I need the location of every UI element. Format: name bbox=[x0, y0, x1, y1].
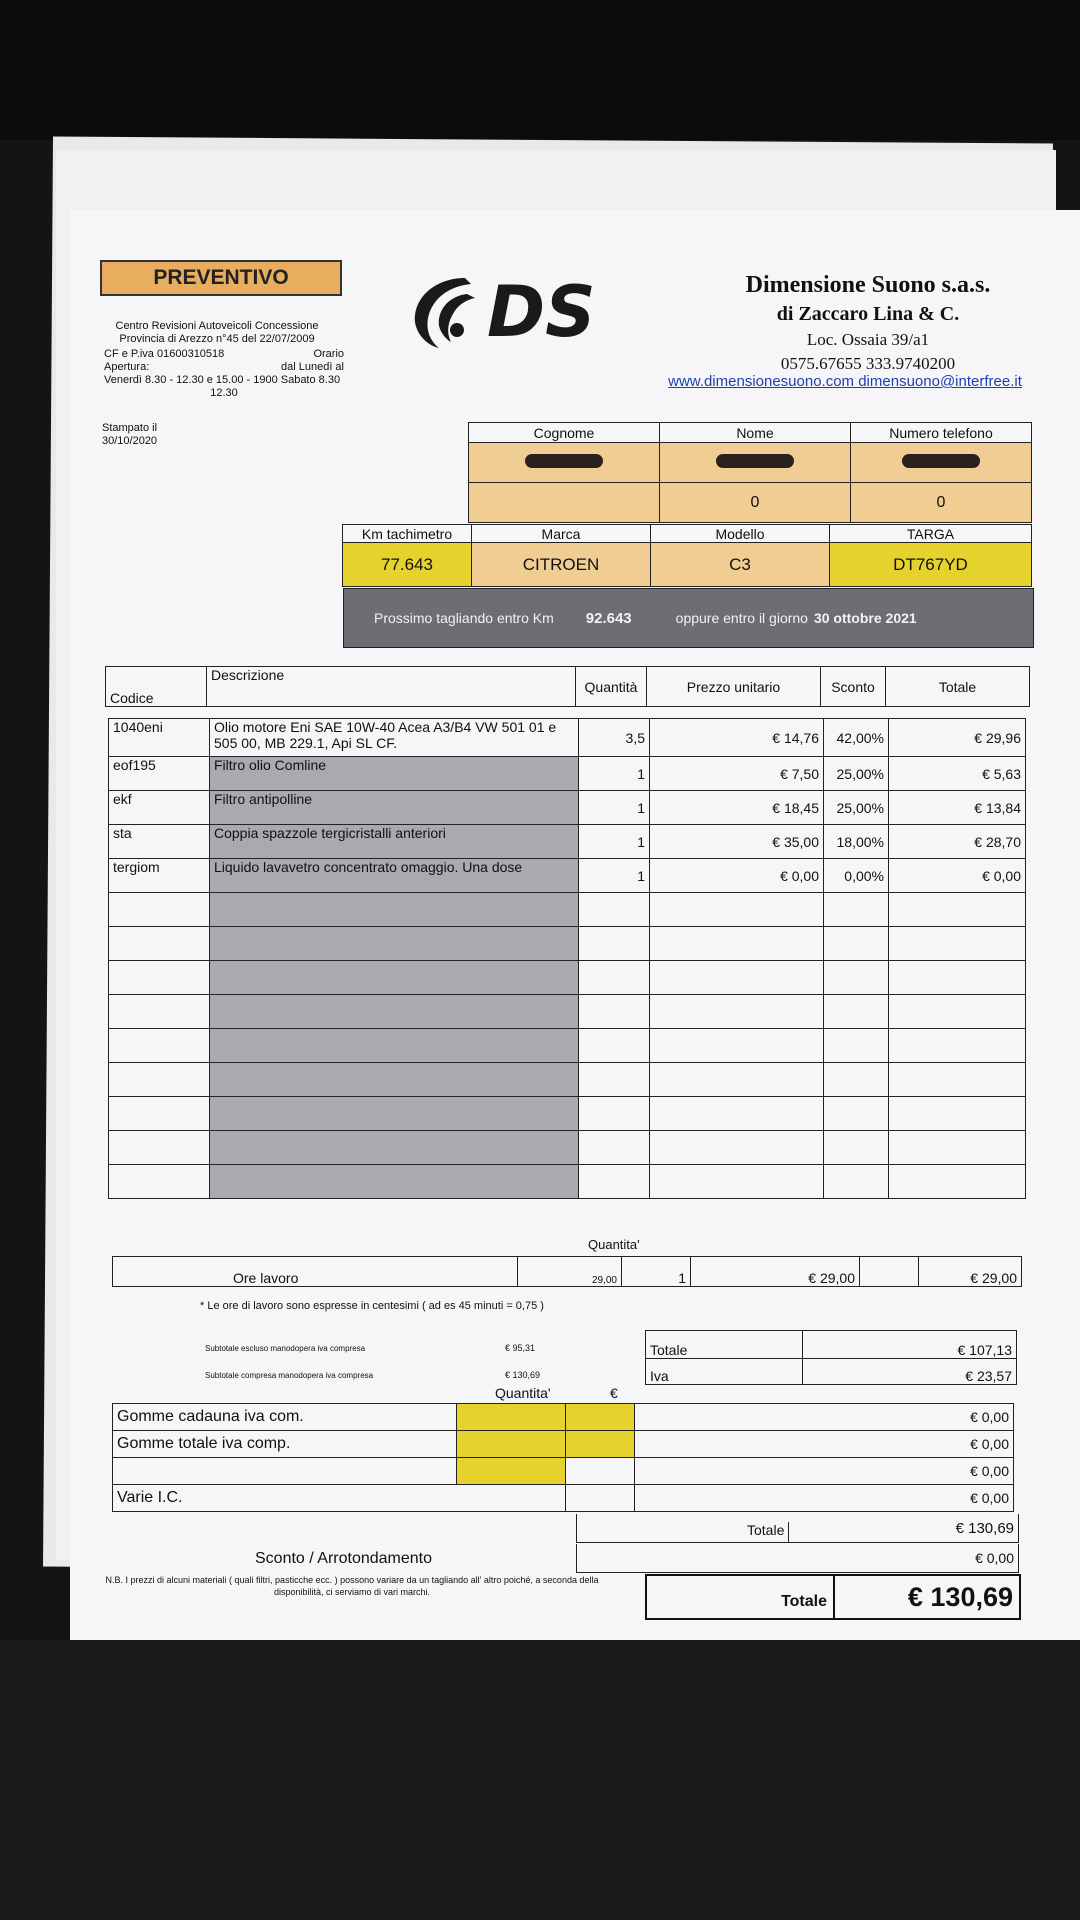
hours-label: Orario bbox=[313, 348, 344, 360]
item-description bbox=[210, 1165, 579, 1199]
item-description bbox=[210, 1063, 579, 1097]
item-quantity: 1 bbox=[579, 859, 650, 893]
empty-row bbox=[109, 961, 1026, 995]
redaction bbox=[902, 454, 980, 468]
header-quantita: Quantità bbox=[576, 667, 647, 707]
item-unit-price: € 18,45 bbox=[650, 791, 824, 825]
item-quantity bbox=[579, 1097, 650, 1131]
item-unit-price bbox=[650, 961, 824, 995]
item-total bbox=[889, 1029, 1026, 1063]
printed-date: 30/10/2020 bbox=[102, 435, 158, 447]
item-discount: 18,00% bbox=[824, 825, 889, 859]
item-unit-price bbox=[650, 1131, 824, 1165]
item-code: 1040eni bbox=[109, 719, 210, 757]
empty-row bbox=[109, 927, 1026, 961]
item-discount bbox=[824, 1097, 889, 1131]
item-code bbox=[109, 961, 210, 995]
iva-value: € 23,57 bbox=[802, 1359, 1016, 1385]
grand-total-label: Totale bbox=[647, 1576, 835, 1618]
item-code bbox=[109, 927, 210, 961]
table-row bbox=[109, 825, 1026, 859]
opening-times: Venerdì 8.30 - 12.30 e 15.00 - 1900 Sabato 8.30 bbox=[104, 374, 341, 386]
item-quantity: 1 bbox=[579, 791, 650, 825]
header-codice: Codice bbox=[106, 667, 207, 707]
item-unit-price: € 7,50 bbox=[650, 757, 824, 791]
gomme-totale-label: Gomme totale iva comp. bbox=[113, 1431, 457, 1458]
table-row bbox=[109, 719, 1026, 757]
next-service-band bbox=[343, 588, 1034, 648]
next-service-km: 92.643 bbox=[585, 609, 632, 627]
item-total: € 5,63 bbox=[889, 757, 1026, 791]
header-sconto: Sconto bbox=[821, 667, 886, 707]
redaction bbox=[716, 454, 794, 468]
nome-redacted bbox=[660, 443, 851, 483]
labor-price: € 29,00 bbox=[691, 1257, 860, 1287]
extra-blank-qty bbox=[457, 1458, 566, 1485]
item-total bbox=[889, 1131, 1026, 1165]
item-total bbox=[889, 1097, 1026, 1131]
item-code bbox=[109, 995, 210, 1029]
extra-blank-eur bbox=[566, 1458, 635, 1485]
background-top bbox=[0, 0, 1080, 140]
item-code bbox=[109, 1165, 210, 1199]
totale-label: Totale bbox=[646, 1331, 803, 1359]
item-quantity bbox=[579, 961, 650, 995]
item-code: sta bbox=[109, 825, 210, 859]
opening-times-end: 12.30 bbox=[210, 387, 238, 399]
item-total bbox=[889, 893, 1026, 927]
company-address: Loc. Ossaia 39/a1 bbox=[806, 330, 930, 349]
item-unit-price bbox=[650, 995, 824, 1029]
item-quantity: 1 bbox=[579, 825, 650, 859]
item-quantity: 3,5 bbox=[579, 719, 650, 757]
items-body bbox=[108, 718, 1026, 1199]
item-discount: 42,00% bbox=[824, 719, 889, 757]
company-logo bbox=[395, 270, 605, 350]
extras-totale-label: Totale bbox=[747, 1522, 789, 1542]
subtotal-incl-value: € 130,69 bbox=[505, 1370, 541, 1380]
item-total: € 13,84 bbox=[889, 791, 1026, 825]
item-total bbox=[889, 961, 1026, 995]
item-unit-price bbox=[650, 893, 824, 927]
background-bottom bbox=[0, 1640, 1080, 1920]
item-description bbox=[210, 893, 579, 927]
marca-value: CITROEN bbox=[472, 543, 651, 587]
header-marca: Marca bbox=[472, 525, 651, 543]
item-quantity bbox=[579, 995, 650, 1029]
printed-date-block bbox=[102, 422, 157, 448]
empty-row bbox=[109, 1029, 1026, 1063]
empty-row bbox=[109, 1063, 1026, 1097]
customer-table bbox=[468, 422, 1032, 523]
item-unit-price: € 35,00 bbox=[650, 825, 824, 859]
opening-days: dal Lunedì al bbox=[281, 361, 344, 373]
gomme-cadauna-label: Gomme cadauna iva com. bbox=[113, 1404, 457, 1431]
sconto-label: Sconto / Arrotondamento bbox=[255, 1550, 432, 1567]
labor-empty bbox=[860, 1257, 919, 1287]
header-prezzo: Prezzo unitario bbox=[647, 667, 821, 707]
extras-totale-value: € 130,69 bbox=[955, 1520, 1014, 1537]
company-phones: 0575.67655 333.9740200 bbox=[780, 354, 956, 373]
extras-qty-header: Quantita' bbox=[495, 1385, 551, 1401]
item-total bbox=[889, 1165, 1026, 1199]
subtotal-row bbox=[576, 1514, 1019, 1543]
extras-table bbox=[112, 1403, 1014, 1512]
item-code bbox=[109, 1131, 210, 1165]
customer-cell: 0 bbox=[851, 483, 1032, 523]
header-cognome: Cognome bbox=[469, 423, 660, 443]
item-code bbox=[109, 1097, 210, 1131]
subtotal-excl-label: Subtotale escluso manodopera iva compresa bbox=[205, 1344, 366, 1353]
item-code bbox=[109, 893, 210, 927]
estimate-document bbox=[70, 210, 1080, 1640]
table-row bbox=[109, 859, 1026, 893]
subtotal-incl-label: Subtotale compresa manodopera iva compresa bbox=[205, 1371, 374, 1380]
item-discount bbox=[824, 995, 889, 1029]
workshop-info bbox=[92, 320, 342, 346]
empty-row bbox=[109, 1165, 1026, 1199]
item-total bbox=[889, 995, 1026, 1029]
redaction bbox=[525, 454, 603, 468]
labor-qty: 1 bbox=[622, 1257, 691, 1287]
item-discount bbox=[824, 961, 889, 995]
item-description: Liquido lavavetro concentrato omaggio. Una dose bbox=[210, 859, 579, 893]
gomme-totale-value: € 0,00 bbox=[635, 1431, 1014, 1458]
item-code bbox=[109, 1063, 210, 1097]
telefono-redacted bbox=[851, 443, 1032, 483]
item-description bbox=[210, 927, 579, 961]
sconto-value: € 0,00 bbox=[975, 1550, 1014, 1566]
next-service-or: oppure entro il giorno bbox=[675, 610, 808, 626]
header-nome: Nome bbox=[660, 423, 851, 443]
extra-blank-label bbox=[113, 1458, 457, 1485]
totals-table bbox=[645, 1330, 1017, 1385]
company-block bbox=[718, 272, 1018, 374]
item-description bbox=[210, 1131, 579, 1165]
item-total bbox=[889, 1063, 1026, 1097]
table-row bbox=[109, 791, 1026, 825]
item-quantity bbox=[579, 893, 650, 927]
gomme-totale-qty bbox=[457, 1431, 566, 1458]
info-line: Provincia di Arezzo n°45 del 22/07/2009 bbox=[119, 333, 315, 345]
gomme-totale-eur bbox=[566, 1431, 635, 1458]
item-unit-price: € 0,00 bbox=[650, 859, 824, 893]
printed-label: Stampato il bbox=[102, 422, 158, 434]
gomme-cadauna-eur bbox=[566, 1404, 635, 1431]
company-name: Dimensione Suono s.a.s. bbox=[745, 272, 991, 298]
varie-value: € 0,00 bbox=[635, 1485, 1014, 1512]
item-quantity bbox=[579, 1165, 650, 1199]
item-description: Filtro olio Comline bbox=[210, 757, 579, 791]
logo-icon bbox=[395, 270, 605, 350]
item-total: € 0,00 bbox=[889, 859, 1026, 893]
item-description bbox=[210, 961, 579, 995]
item-discount: 25,00% bbox=[824, 791, 889, 825]
item-quantity bbox=[579, 1029, 650, 1063]
vat-number: CF e P.iva 01600310518 bbox=[104, 348, 225, 360]
header-telefono: Numero telefono bbox=[851, 423, 1032, 443]
labor-qty-header: Quantita' bbox=[588, 1237, 640, 1252]
item-discount: 25,00% bbox=[824, 757, 889, 791]
iva-label: Iva bbox=[646, 1359, 803, 1385]
header-descrizione: Descrizione bbox=[207, 667, 576, 707]
labor-table bbox=[112, 1256, 1022, 1287]
item-code: tergiom bbox=[109, 859, 210, 893]
item-description: Filtro antipolline bbox=[210, 791, 579, 825]
next-service-date: 30 ottobre 2021 bbox=[813, 610, 917, 626]
header-km: Km tachimetro bbox=[343, 525, 472, 543]
modello-value: C3 bbox=[651, 543, 830, 587]
customer-cell: 0 bbox=[660, 483, 851, 523]
opening-label: Apertura: bbox=[104, 361, 150, 373]
km-value: 77.643 bbox=[343, 543, 472, 587]
item-total bbox=[889, 927, 1026, 961]
empty-row bbox=[109, 1131, 1026, 1165]
header-totale: Totale bbox=[886, 667, 1030, 707]
item-description bbox=[210, 1097, 579, 1131]
item-description: Coppia spazzole tergicristalli anteriori bbox=[210, 825, 579, 859]
item-quantity: 1 bbox=[579, 757, 650, 791]
labor-total: € 29,00 bbox=[919, 1257, 1022, 1287]
varie-label: Varie I.C. bbox=[113, 1485, 566, 1512]
item-code bbox=[109, 1029, 210, 1063]
customer-cell bbox=[469, 483, 660, 523]
empty-row bbox=[109, 995, 1026, 1029]
item-unit-price: € 14,76 bbox=[650, 719, 824, 757]
item-discount bbox=[824, 1029, 889, 1063]
item-discount bbox=[824, 893, 889, 927]
extra-blank-value: € 0,00 bbox=[635, 1458, 1014, 1485]
item-discount bbox=[824, 927, 889, 961]
empty-row bbox=[109, 893, 1026, 927]
gomme-cadauna-qty bbox=[457, 1404, 566, 1431]
item-total: € 29,96 bbox=[889, 719, 1026, 757]
item-unit-price bbox=[650, 927, 824, 961]
table-row bbox=[109, 757, 1026, 791]
prices-note: N.B. I prezzi di alcuni materiali ( quali filtri, pasticche ecc. ) possono variare da un tagliando all' altro poiché, a seconda della disponibilità, ci serviamo di vari marchi. bbox=[105, 1575, 599, 1597]
labor-label: Ore lavoro bbox=[113, 1257, 518, 1287]
item-discount bbox=[824, 1131, 889, 1165]
next-service-label: Prossimo tagliando entro Km bbox=[374, 610, 554, 626]
item-discount: 0,00% bbox=[824, 859, 889, 893]
company-owner: di Zaccaro Lina & C. bbox=[776, 303, 960, 325]
subtotal-excl-value: € 95,31 bbox=[505, 1343, 536, 1353]
labor-note: * Le ore di lavoro sono espresse in centesimi ( ad es 45 minuti = 0,75 ) bbox=[200, 1300, 544, 1312]
item-description bbox=[210, 1029, 579, 1063]
varie-eur bbox=[566, 1485, 635, 1512]
totale-value: € 107,13 bbox=[802, 1331, 1016, 1359]
item-unit-price bbox=[650, 1063, 824, 1097]
targa-value: DT767YD bbox=[830, 543, 1032, 587]
header-targa: TARGA bbox=[830, 525, 1032, 543]
workshop-hours bbox=[104, 348, 344, 400]
grand-total-box bbox=[645, 1574, 1021, 1620]
item-quantity bbox=[579, 1063, 650, 1097]
item-unit-price bbox=[650, 1165, 824, 1199]
item-discount bbox=[824, 1063, 889, 1097]
document-title: PREVENTIVO bbox=[100, 260, 342, 296]
header-modello: Modello bbox=[651, 525, 830, 543]
cognome-redacted bbox=[469, 443, 660, 483]
item-description bbox=[210, 995, 579, 1029]
item-description: Olio motore Eni SAE 10W-40 Acea A3/B4 VW 501 01 e 505 00, MB 229.1, Api SL CF. bbox=[210, 719, 579, 757]
item-unit-price bbox=[650, 1097, 824, 1131]
sconto-row bbox=[576, 1544, 1019, 1573]
item-quantity bbox=[579, 1131, 650, 1165]
labor-rate: 29,00 bbox=[518, 1257, 622, 1287]
company-web[interactable]: www.dimensionesuono.com dimensuono@interfree.it bbox=[668, 373, 1022, 390]
item-total: € 28,70 bbox=[889, 825, 1026, 859]
item-code: ekf bbox=[109, 791, 210, 825]
item-code: eof195 bbox=[109, 757, 210, 791]
item-quantity bbox=[579, 927, 650, 961]
item-unit-price bbox=[650, 1029, 824, 1063]
gomme-cadauna-value: € 0,00 bbox=[635, 1404, 1014, 1431]
empty-row bbox=[109, 1097, 1026, 1131]
item-discount bbox=[824, 1165, 889, 1199]
extras-eur-header: € bbox=[610, 1385, 618, 1401]
info-line: Centro Revisioni Autoveicoli Concessione bbox=[115, 320, 319, 332]
vehicle-table bbox=[342, 524, 1032, 587]
grand-total-value: € 130,69 bbox=[907, 1582, 1013, 1612]
svg-text:DS: DS bbox=[487, 271, 596, 350]
items-table bbox=[105, 666, 1030, 707]
